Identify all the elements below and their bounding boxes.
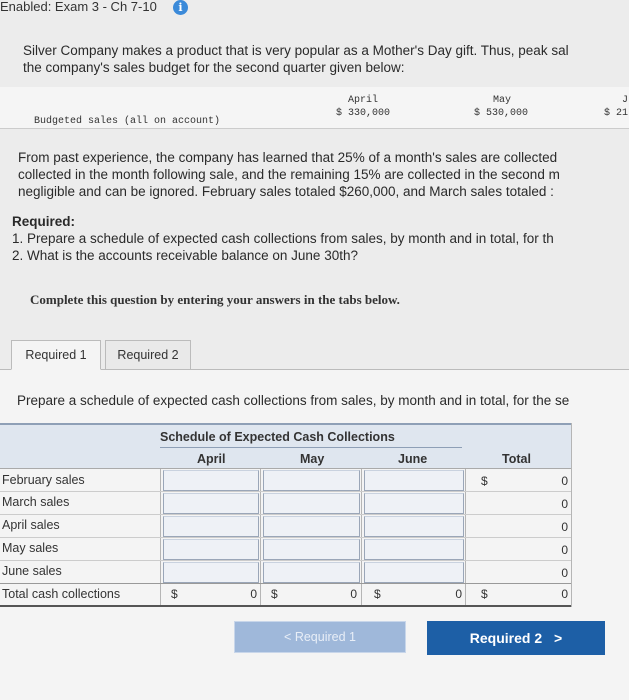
required-item-1: 1. Prepare a schedule of expected cash collections from sales, by month and in total, for th — [12, 231, 554, 246]
input-may-june[interactable] — [364, 539, 464, 560]
input-february-may[interactable] — [263, 470, 360, 491]
chevron-right-icon: > — [554, 630, 563, 646]
experience-text — [18, 149, 560, 200]
total-june: 0 — [561, 566, 568, 580]
total-may: 0 — [561, 543, 568, 557]
row-divider — [0, 491, 571, 492]
budget-month-april: April — [348, 95, 379, 106]
intro-line-2: the company's sales budget for the second quarter given below: — [23, 60, 405, 75]
row-divider — [0, 560, 571, 561]
required-item-2: 2. What is the accounts receivable balance on June 30th? — [12, 248, 358, 263]
column-divider — [361, 469, 362, 607]
complete-instruction: Complete this question by entering your answers in the tabs below. — [30, 292, 400, 307]
input-february-april[interactable] — [163, 470, 259, 491]
column-divider — [260, 469, 261, 607]
intro-text — [23, 42, 629, 76]
exam-title: Enabled: Exam 3 - Ch 7-10 — [0, 0, 157, 14]
row-divider — [0, 514, 571, 515]
schedule-title: Schedule of Expected Cash Collections — [160, 430, 395, 444]
intro-line-1: Silver Company makes a product that is very popular as a Mother's Day gift. Thus, peak sal — [23, 43, 569, 58]
budget-month-june: J — [622, 95, 629, 106]
total-collections-april: 0 — [250, 587, 257, 601]
input-june-may[interactable] — [263, 562, 360, 583]
schedule-instruction: Prepare a schedule of expected cash collections from sales, by month and in total, for the se — [17, 393, 570, 408]
input-may-april[interactable] — [163, 539, 259, 560]
row-divider — [0, 583, 571, 584]
row-label-total: Total cash collections — [2, 587, 121, 601]
column-header-total: Total — [502, 452, 531, 466]
column-header-may: May — [300, 452, 325, 466]
column-header-june: June — [398, 452, 428, 466]
budget-label: Budgeted sales (all on account) — [34, 116, 221, 127]
total-symbol-april: $ — [171, 587, 178, 601]
experience-line-3: negligible and can be ignored. February sales totaled $260,000, and March sales totaled : — [18, 184, 554, 199]
column-divider — [465, 469, 466, 607]
total-collections-june: 0 — [455, 587, 462, 601]
total-underline — [0, 605, 571, 607]
row-label-may: May sales — [2, 541, 59, 555]
input-april-june[interactable] — [364, 516, 464, 537]
budget-value-april: $ 330,000 — [336, 108, 391, 119]
total-february: 0 — [561, 474, 568, 488]
total-symbol-february: $ — [481, 474, 488, 488]
total-symbol-may: $ — [271, 587, 278, 601]
next-button-label: Required 2 — [469, 630, 543, 646]
budget-value-may: $ 530,000 — [474, 108, 529, 119]
prev-required-button[interactable] — [234, 621, 406, 653]
total-collections-may: 0 — [350, 587, 357, 601]
row-label-april: April sales — [2, 518, 60, 532]
total-symbol-total: $ — [481, 587, 488, 601]
input-march-april[interactable] — [163, 493, 259, 514]
input-april-april[interactable] — [163, 516, 259, 537]
total-symbol-june: $ — [374, 587, 381, 601]
column-header-april: April — [197, 452, 226, 466]
info-icon[interactable]: i — [173, 0, 188, 15]
sales-budget-table — [0, 87, 629, 129]
experience-line-1: From past experience, the company has learned that 25% of a month's sales are collected — [18, 150, 558, 165]
chevron-left-icon: < — [284, 630, 292, 644]
row-label-february: February sales — [2, 473, 85, 487]
header-underline — [160, 447, 462, 448]
total-march: 0 — [561, 497, 568, 511]
next-required-button[interactable] — [427, 621, 605, 655]
column-divider — [571, 423, 572, 607]
input-march-june[interactable] — [364, 493, 464, 514]
prev-button-label: Required 1 — [294, 630, 356, 644]
input-april-may[interactable] — [263, 516, 360, 537]
input-june-april[interactable] — [163, 562, 259, 583]
total-april: 0 — [561, 520, 568, 534]
total-collections-total: 0 — [561, 587, 568, 601]
input-february-june[interactable] — [364, 470, 464, 491]
schedule-header — [0, 423, 571, 469]
row-divider — [0, 537, 571, 538]
column-divider — [160, 469, 161, 607]
header-bar — [0, 0, 629, 22]
tab-required-1[interactable]: Required 1 — [11, 340, 101, 370]
budget-month-may: May — [493, 95, 512, 106]
input-may-may[interactable] — [263, 539, 360, 560]
row-label-march: March sales — [2, 495, 70, 509]
row-label-june: June sales — [2, 564, 62, 578]
input-june-june[interactable] — [364, 562, 464, 583]
budget-value-june: $ 21 — [604, 108, 629, 119]
experience-line-2: collected in the month following sale, and the remaining 15% are collected in the second m — [18, 167, 560, 182]
input-march-may[interactable] — [263, 493, 360, 514]
tab-required-2[interactable]: Required 2 — [105, 340, 191, 370]
required-heading: Required: — [12, 214, 76, 229]
required-section — [12, 213, 554, 264]
